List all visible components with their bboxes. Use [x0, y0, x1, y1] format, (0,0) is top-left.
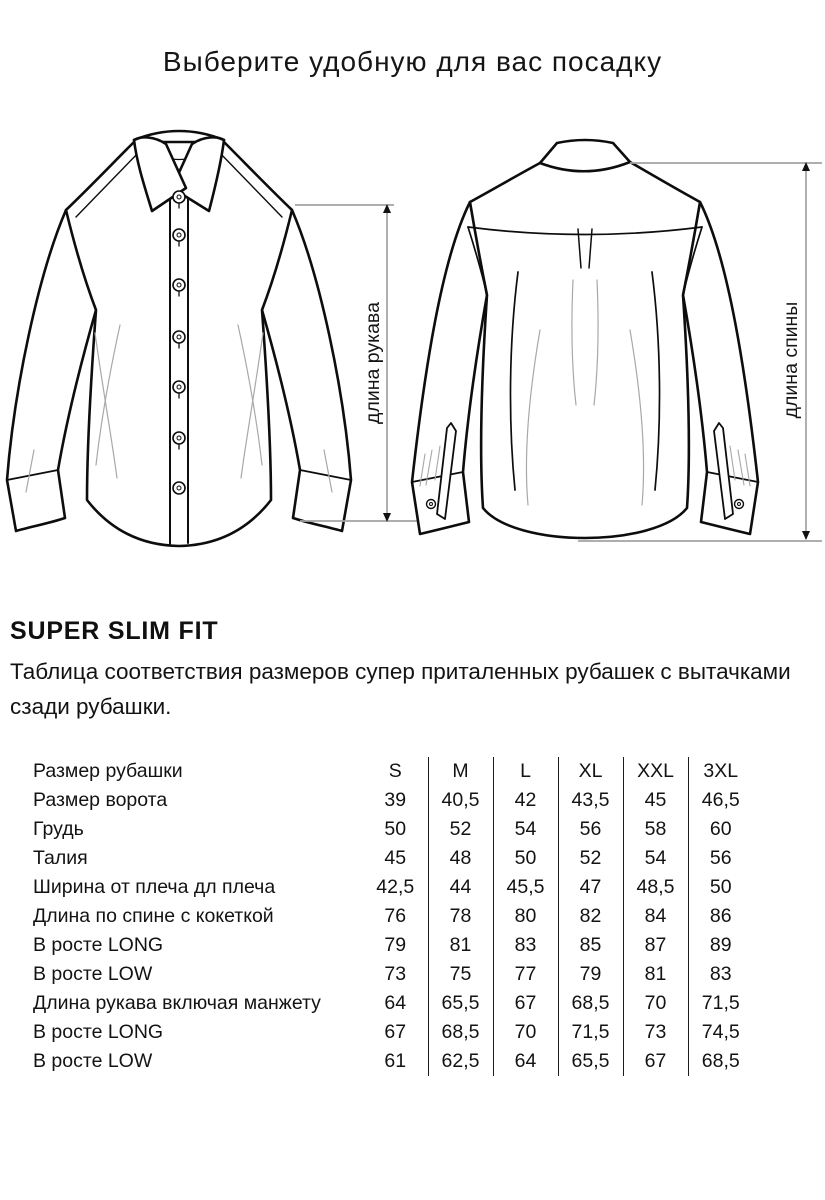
- shirt-back-drawing: [412, 140, 758, 538]
- size-column-header: 3XL: [688, 757, 753, 786]
- size-column-header: XXL: [623, 757, 688, 786]
- size-table-body: [33, 786, 753, 1076]
- size-value: 79: [384, 934, 407, 956]
- table-row: [33, 960, 753, 989]
- size-value: 39: [384, 789, 407, 811]
- size-value: 75: [428, 960, 493, 989]
- size-value: 67: [493, 989, 558, 1018]
- size-column-header: M: [428, 757, 493, 786]
- size-value: 65,5: [558, 1047, 623, 1076]
- size-value: 50: [384, 818, 407, 840]
- back-right-cuff-button-hole: [738, 503, 741, 506]
- size-value: 71,5: [558, 1018, 623, 1047]
- size-value: 56: [688, 844, 753, 873]
- size-value: 61: [384, 1050, 407, 1072]
- size-value: 68,5: [688, 1047, 753, 1076]
- back-left-cuff-button-hole: [430, 503, 433, 506]
- table-header-row: [33, 757, 753, 786]
- size-value: 78: [428, 902, 493, 931]
- size-value: 81: [623, 960, 688, 989]
- row-label: Ширина от плеча дл плеча: [33, 876, 276, 898]
- section-description: Таблица соответствия размеров супер приталенных рубашек с вытачками сзади рубашки.: [10, 659, 791, 719]
- size-value: 45: [384, 847, 407, 869]
- size-value: 46,5: [688, 786, 753, 815]
- shirt-front-drawing: [7, 131, 351, 546]
- size-value: 67: [384, 1021, 407, 1043]
- size-value: 71,5: [688, 989, 753, 1018]
- page-title: Выберите удобную для вас посадку: [162, 46, 663, 77]
- table-row: [33, 786, 753, 815]
- shirt-diagram-svg: [0, 120, 825, 590]
- size-value: 60: [688, 815, 753, 844]
- size-value: 52: [428, 815, 493, 844]
- size-value: 73: [384, 963, 407, 985]
- size-value: 77: [493, 960, 558, 989]
- size-value: 64: [493, 1047, 558, 1076]
- size-value: 50: [688, 873, 753, 902]
- size-value: 87: [623, 931, 688, 960]
- size-value: 81: [428, 931, 493, 960]
- row-label: Длина по спине с кокеткой: [33, 905, 274, 927]
- table-row: [33, 989, 753, 1018]
- table-row: [33, 931, 753, 960]
- size-value: 86: [688, 902, 753, 931]
- size-value: 56: [558, 815, 623, 844]
- size-value: 70: [493, 1018, 558, 1047]
- size-value: 89: [688, 931, 753, 960]
- size-value: 70: [623, 989, 688, 1018]
- row-label: Грудь: [33, 818, 84, 840]
- size-value: 80: [493, 902, 558, 931]
- size-value: 42,5: [376, 876, 415, 898]
- size-column-header: L: [493, 757, 558, 786]
- size-value: 40,5: [428, 786, 493, 815]
- size-value: 54: [493, 815, 558, 844]
- size-column-header: S: [388, 760, 402, 782]
- size-value: 52: [558, 844, 623, 873]
- row-label: Размер ворота: [33, 789, 168, 811]
- row-label: В росте LONG: [33, 934, 164, 956]
- header-label: Размер рубашки: [33, 760, 183, 782]
- size-value: 84: [623, 902, 688, 931]
- size-value: 83: [493, 931, 558, 960]
- back-collar-stand: [540, 140, 630, 171]
- row-label: Талия: [33, 847, 88, 869]
- size-value: 82: [558, 902, 623, 931]
- size-value: 45,5: [493, 873, 558, 902]
- table-row: [33, 1018, 753, 1047]
- table-row: [33, 844, 753, 873]
- size-value: 45: [623, 786, 688, 815]
- size-value: 79: [558, 960, 623, 989]
- size-column-header: XL: [558, 757, 623, 786]
- size-value: 44: [428, 873, 493, 902]
- back-body: [470, 162, 700, 538]
- size-value: 48,5: [623, 873, 688, 902]
- shirt-figure: [0, 120, 825, 590]
- size-value: 64: [384, 992, 407, 1014]
- table-row: [33, 873, 753, 902]
- size-value: 42: [493, 786, 558, 815]
- size-value: 47: [558, 873, 623, 902]
- size-value: 68,5: [428, 1018, 493, 1047]
- size-table: [33, 757, 753, 1076]
- row-label: В росте LOW: [33, 1050, 153, 1072]
- size-value: 76: [384, 905, 407, 927]
- size-value: 58: [623, 815, 688, 844]
- size-value: 48: [428, 844, 493, 873]
- table-row: [33, 1047, 753, 1076]
- row-label: В росте LONG: [33, 1021, 164, 1043]
- size-value: 83: [688, 960, 753, 989]
- size-value: 68,5: [558, 989, 623, 1018]
- size-value: 73: [623, 1018, 688, 1047]
- row-label: В росте LOW: [33, 963, 153, 985]
- row-label: Длина рукава включая манжету: [33, 992, 321, 1014]
- size-value: 67: [623, 1047, 688, 1076]
- back-length-label: длина спины: [780, 301, 802, 419]
- sleeve-length-label: длина рукава: [362, 302, 384, 424]
- size-value: 74,5: [688, 1018, 753, 1047]
- size-value: 54: [623, 844, 688, 873]
- arrowhead-down-icon: [802, 531, 810, 540]
- section-heading: SUPER SLIM FIT: [10, 617, 219, 645]
- size-value: 65,5: [428, 989, 493, 1018]
- size-value: 85: [558, 931, 623, 960]
- table-row: [33, 902, 753, 931]
- table-row: [33, 815, 753, 844]
- size-value: 62,5: [428, 1047, 493, 1076]
- size-value: 43,5: [558, 786, 623, 815]
- size-value: 50: [493, 844, 558, 873]
